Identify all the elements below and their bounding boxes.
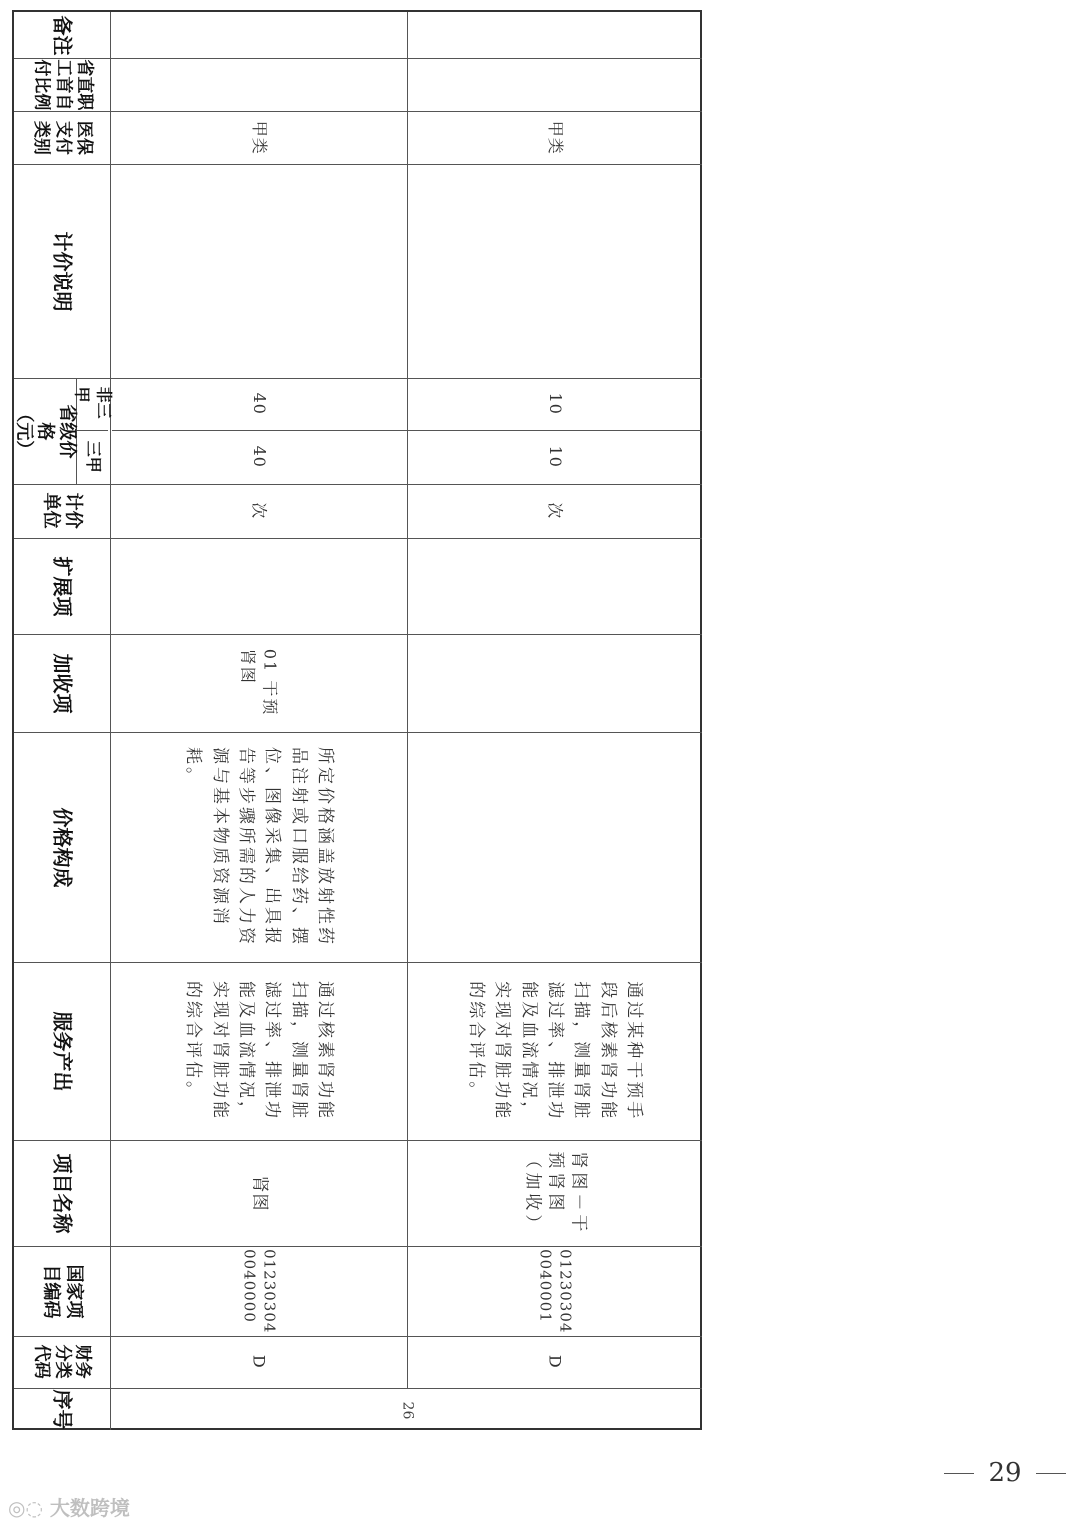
- row1-seq: 26: [399, 1401, 416, 1419]
- row1-unit: 次: [249, 502, 269, 520]
- row1-service-output: 通过核素肾功能 扫描，测量肾脏 滤过率、排泄功 能及血流情况， 实现对肾脏功能 的综合评估。: [183, 981, 336, 1121]
- header-pricing-note: 计价说明: [50, 231, 75, 311]
- row1-non-tier3a: 40: [249, 392, 269, 416]
- divider: [14, 58, 702, 59]
- header-national-code: 国家项 目编码: [41, 1264, 85, 1318]
- header-price-composition: 价格构成: [50, 807, 75, 887]
- row1-national-code: 01230304 0040000: [239, 1248, 279, 1334]
- row1-price-composition: 所定价格涵盖放射性药 品注射或口服给药、摆 位、图像采集、出具报 告等步骤所需的人力资 源与基本物质资源消 耗。: [183, 747, 336, 947]
- row1-finance-code: D: [249, 1355, 269, 1369]
- header-ratio: 省直职 工首自 付比例: [31, 59, 94, 110]
- row2-non-tier3a: 10: [545, 392, 565, 416]
- page-number: [940, 1458, 1070, 1488]
- row2-tier3a: 10: [545, 445, 565, 469]
- header-service-output: 服务产出: [50, 1011, 75, 1091]
- header-surcharge: 加收项: [50, 653, 75, 713]
- row1-insurance-type: 甲类: [249, 120, 269, 155]
- watermark-logo: [8, 1492, 130, 1521]
- divider: [14, 164, 702, 165]
- header-finance-code: 财务 分类 代码: [31, 1345, 93, 1380]
- row2-national-code: 01230304 0040001: [535, 1248, 575, 1334]
- header-name: 项目名称: [50, 1153, 75, 1233]
- row2-unit: 次: [545, 502, 565, 520]
- row2-finance-code: D: [545, 1355, 565, 1369]
- divider: [14, 1388, 702, 1389]
- row2-service-output: 通过某种干预手 段后核素肾功能 扫描，测量肾脏 滤过率、排泄功 能及血流情况， 实现对肾脏功能 的综合评估。: [466, 981, 645, 1121]
- header-seq: 序号: [50, 1389, 75, 1429]
- watermark-icon: ◎◌: [8, 1496, 50, 1520]
- header-remark: 备注: [50, 15, 75, 55]
- watermark-text: 大数跨境: [49, 1496, 130, 1520]
- header-provincial-price: 省级价格 （元）: [13, 404, 78, 458]
- row2-insurance-type: 甲类: [545, 120, 565, 155]
- row2-name: 肾图－干 预肾图 （加收）: [522, 1151, 589, 1235]
- row1-surcharge: 01 干预 肾图: [238, 649, 280, 717]
- dash-right: [1036, 1473, 1066, 1474]
- header-extension: 扩展项: [50, 556, 75, 616]
- header-unit: 计价 单位: [41, 493, 84, 529]
- header-non-tier3a: 非三甲: [73, 387, 114, 420]
- header-tier3a: 三甲: [83, 440, 103, 474]
- row1-name: 肾图: [249, 1175, 270, 1211]
- row1-tier3a: 40: [249, 445, 269, 469]
- dash-left: [944, 1473, 974, 1474]
- page-number-text: 29: [988, 1458, 1022, 1488]
- divider: [14, 538, 702, 539]
- price-table: [12, 10, 702, 1430]
- header-insurance-type: 医保 支付 类别: [31, 120, 94, 155]
